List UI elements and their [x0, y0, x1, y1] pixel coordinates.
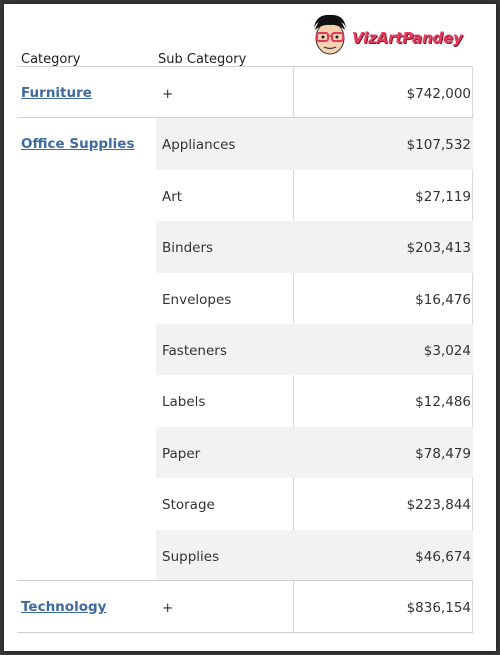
dashboard-frame — [4, 4, 496, 651]
expand-sub-category-button[interactable]: + — [162, 86, 174, 102]
table-row — [17, 118, 473, 169]
category-header: Category — [21, 52, 81, 67]
sub-category-label: Appliances — [162, 137, 236, 154]
sub-category-label: Labels — [162, 394, 206, 411]
sub-category-label: Storage — [162, 497, 215, 514]
sub-category-label: Fasteners — [162, 342, 227, 359]
category-link[interactable]: Technology — [21, 598, 107, 615]
sales-value: $3,024 — [423, 342, 471, 359]
sub-category-header: Sub Category — [158, 52, 247, 67]
sales-value: $12,486 — [415, 394, 471, 411]
sub-category-label: Binders — [162, 240, 214, 257]
data-table — [17, 66, 473, 633]
sales-value: $742,000 — [406, 86, 471, 102]
sales-value: $203,413 — [406, 240, 471, 257]
sub-cell-background — [156, 581, 293, 632]
category-link[interactable]: Office Supplies — [21, 136, 135, 153]
sales-value: $223,844 — [406, 497, 471, 514]
sales-value: $16,476 — [415, 291, 471, 308]
sales-value: $27,119 — [415, 188, 471, 205]
sub-category-label: Supplies — [162, 548, 220, 565]
table-row — [17, 221, 473, 272]
sales-value: $836,154 — [406, 599, 471, 616]
sub-category-label: Art — [162, 188, 183, 205]
sub-cell-background — [156, 67, 293, 117]
category-link[interactable]: Furniture — [21, 85, 92, 101]
table-row — [17, 427, 473, 478]
sub-category-label: Paper — [162, 445, 201, 462]
expand-sub-category-button[interactable]: + — [162, 599, 174, 616]
table-row — [17, 478, 473, 529]
avatar-icon — [308, 12, 352, 62]
table-row — [17, 273, 473, 324]
table-row — [17, 170, 473, 221]
sub-category-label: Envelopes — [162, 291, 232, 308]
table-row — [17, 324, 473, 375]
table-row — [17, 375, 473, 426]
sales-value: $46,674 — [415, 548, 471, 565]
sales-value: $107,532 — [406, 137, 471, 154]
brand-logo — [308, 12, 468, 62]
table-row — [17, 67, 473, 118]
sales-value: $78,479 — [415, 445, 471, 462]
table-header — [4, 4, 496, 66]
table-row — [17, 530, 473, 581]
logo-text: VizArtPandey — [352, 29, 463, 47]
table-row — [17, 581, 473, 632]
